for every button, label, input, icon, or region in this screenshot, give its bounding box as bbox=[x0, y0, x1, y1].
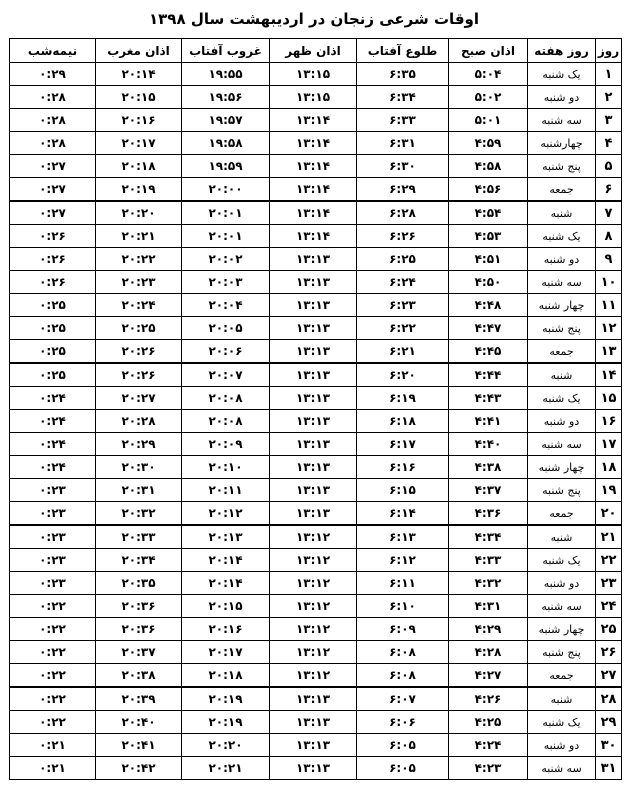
weekday-cell: چهارشنبه bbox=[528, 132, 596, 155]
maghrib-cell: ۲۰:۳۸ bbox=[96, 664, 182, 688]
day-cell: ۲۲ bbox=[596, 549, 622, 572]
day-cell: ۵ bbox=[596, 155, 622, 178]
fajr-cell: ۵:۰۲ bbox=[449, 86, 528, 109]
day-cell: ۲ bbox=[596, 86, 622, 109]
maghrib-cell: ۲۰:۳۱ bbox=[96, 479, 182, 502]
midnight-cell: ۰:۲۵ bbox=[10, 317, 96, 340]
sunset-cell: ۲۰:۱۳ bbox=[182, 525, 270, 549]
sunset-cell: ۲۰:۱۲ bbox=[182, 502, 270, 526]
sunset-cell: ۲۰:۱۶ bbox=[182, 618, 270, 641]
sunset-cell: ۲۰:۰۳ bbox=[182, 271, 270, 294]
table-row bbox=[10, 525, 622, 549]
day-cell: ۲۰ bbox=[596, 502, 622, 526]
day-cell: ۱۴ bbox=[596, 363, 622, 387]
sunrise-cell: ۶:۱۴ bbox=[357, 502, 449, 526]
sunrise-cell: ۶:۰۷ bbox=[357, 687, 449, 711]
midnight-cell: ۰:۲۸ bbox=[10, 132, 96, 155]
weekday-cell: دو شنبه bbox=[528, 734, 596, 757]
table-row bbox=[10, 387, 622, 410]
column-header-sunrise: طلوع آفتاب bbox=[357, 39, 449, 63]
midnight-cell: ۰:۲۶ bbox=[10, 225, 96, 248]
weekday-cell: پنج شنبه bbox=[528, 641, 596, 664]
maghrib-cell: ۲۰:۳۳ bbox=[96, 525, 182, 549]
fajr-cell: ۴:۵۱ bbox=[449, 248, 528, 271]
midnight-cell: ۰:۲۲ bbox=[10, 711, 96, 734]
sunset-cell: ۲۰:۱۹ bbox=[182, 711, 270, 734]
sunset-cell: ۲۰:۰۷ bbox=[182, 363, 270, 387]
dhuhr-cell: ۱۳:۱۳ bbox=[270, 410, 357, 433]
sunset-cell: ۲۰:۱۴ bbox=[182, 549, 270, 572]
sunrise-cell: ۶:۱۲ bbox=[357, 549, 449, 572]
midnight-cell: ۰:۲۴ bbox=[10, 456, 96, 479]
dhuhr-cell: ۱۳:۱۳ bbox=[270, 271, 357, 294]
maghrib-cell: ۲۰:۳۶ bbox=[96, 618, 182, 641]
sunrise-cell: ۶:۱۳ bbox=[357, 525, 449, 549]
fajr-cell: ۴:۲۸ bbox=[449, 641, 528, 664]
day-cell: ۴ bbox=[596, 132, 622, 155]
table-row bbox=[10, 201, 622, 225]
sunrise-cell: ۶:۳۱ bbox=[357, 132, 449, 155]
maghrib-cell: ۲۰:۱۷ bbox=[96, 132, 182, 155]
sunrise-cell: ۶:۲۰ bbox=[357, 363, 449, 387]
sunset-cell: ۲۰:۰۸ bbox=[182, 387, 270, 410]
sunset-cell: ۲۰:۱۵ bbox=[182, 595, 270, 618]
midnight-cell: ۰:۲۸ bbox=[10, 86, 96, 109]
table-row bbox=[10, 178, 622, 202]
dhuhr-cell: ۱۳:۱۴ bbox=[270, 178, 357, 202]
fajr-cell: ۴:۲۴ bbox=[449, 734, 528, 757]
midnight-cell: ۰:۲۱ bbox=[10, 757, 96, 780]
fajr-cell: ۴:۴۴ bbox=[449, 363, 528, 387]
maghrib-cell: ۲۰:۳۶ bbox=[96, 595, 182, 618]
table-row bbox=[10, 456, 622, 479]
column-header-maghrib: اذان مغرب bbox=[96, 39, 182, 63]
sunset-cell: ۲۰:۲۰ bbox=[182, 734, 270, 757]
weekday-cell: جمعه bbox=[528, 178, 596, 202]
weekday-cell: یک شنبه bbox=[528, 63, 596, 86]
day-cell: ۱۷ bbox=[596, 433, 622, 456]
sunrise-cell: ۶:۲۴ bbox=[357, 271, 449, 294]
sunset-cell: ۲۰:۱۷ bbox=[182, 641, 270, 664]
day-cell: ۱۳ bbox=[596, 340, 622, 364]
table-row bbox=[10, 109, 622, 132]
dhuhr-cell: ۱۳:۱۴ bbox=[270, 225, 357, 248]
sunrise-cell: ۶:۲۱ bbox=[357, 340, 449, 364]
fajr-cell: ۴:۴۰ bbox=[449, 433, 528, 456]
dhuhr-cell: ۱۳:۱۲ bbox=[270, 618, 357, 641]
dhuhr-cell: ۱۳:۱۴ bbox=[270, 155, 357, 178]
weekday-cell: شنبه bbox=[528, 363, 596, 387]
table-row bbox=[10, 572, 622, 595]
table-row bbox=[10, 132, 622, 155]
fajr-cell: ۵:۰۱ bbox=[449, 109, 528, 132]
weekday-cell: سه شنبه bbox=[528, 271, 596, 294]
sunrise-cell: ۶:۲۵ bbox=[357, 248, 449, 271]
weekday-cell: سه شنبه bbox=[528, 433, 596, 456]
table-row bbox=[10, 433, 622, 456]
fajr-cell: ۴:۴۵ bbox=[449, 340, 528, 364]
day-cell: ۳۰ bbox=[596, 734, 622, 757]
table-row bbox=[10, 248, 622, 271]
weekday-cell: جمعه bbox=[528, 340, 596, 364]
page-title: اوقات شرعی زنجان در اردیبهشت سال ۱۳۹۸ bbox=[149, 10, 479, 28]
table-row bbox=[10, 317, 622, 340]
table-row bbox=[10, 734, 622, 757]
fajr-cell: ۴:۴۷ bbox=[449, 317, 528, 340]
dhuhr-cell: ۱۳:۱۳ bbox=[270, 757, 357, 780]
table-body bbox=[10, 63, 622, 780]
sunset-cell: ۲۰:۰۰ bbox=[182, 178, 270, 202]
fajr-cell: ۴:۴۱ bbox=[449, 410, 528, 433]
sunrise-cell: ۶:۳۳ bbox=[357, 109, 449, 132]
day-cell: ۱۰ bbox=[596, 271, 622, 294]
weekday-cell: شنبه bbox=[528, 201, 596, 225]
maghrib-cell: ۲۰:۲۶ bbox=[96, 363, 182, 387]
table-row bbox=[10, 595, 622, 618]
fajr-cell: ۴:۲۶ bbox=[449, 687, 528, 711]
sunrise-cell: ۶:۱۱ bbox=[357, 572, 449, 595]
midnight-cell: ۰:۲۳ bbox=[10, 549, 96, 572]
midnight-cell: ۰:۲۱ bbox=[10, 734, 96, 757]
fajr-cell: ۴:۴۳ bbox=[449, 387, 528, 410]
weekday-cell: جمعه bbox=[528, 664, 596, 688]
maghrib-cell: ۲۰:۱۸ bbox=[96, 155, 182, 178]
fajr-cell: ۴:۳۳ bbox=[449, 549, 528, 572]
maghrib-cell: ۲۰:۳۵ bbox=[96, 572, 182, 595]
fajr-cell: ۴:۵۶ bbox=[449, 178, 528, 202]
day-cell: ۳ bbox=[596, 109, 622, 132]
dhuhr-cell: ۱۳:۱۳ bbox=[270, 363, 357, 387]
day-cell: ۲۹ bbox=[596, 711, 622, 734]
dhuhr-cell: ۱۳:۱۴ bbox=[270, 109, 357, 132]
dhuhr-cell: ۱۳:۱۳ bbox=[270, 387, 357, 410]
sunrise-cell: ۶:۰۹ bbox=[357, 618, 449, 641]
dhuhr-cell: ۱۳:۱۲ bbox=[270, 664, 357, 688]
fajr-cell: ۴:۳۸ bbox=[449, 456, 528, 479]
day-cell: ۲۱ bbox=[596, 525, 622, 549]
column-header-weekday: روز هفته bbox=[528, 39, 596, 63]
weekday-cell: چهار شنبه bbox=[528, 618, 596, 641]
sunset-cell: ۲۰:۰۲ bbox=[182, 248, 270, 271]
day-cell: ۲۴ bbox=[596, 595, 622, 618]
sunrise-cell: ۶:۱۵ bbox=[357, 479, 449, 502]
day-cell: ۹ bbox=[596, 248, 622, 271]
sunrise-cell: ۶:۰۸ bbox=[357, 664, 449, 688]
midnight-cell: ۰:۲۷ bbox=[10, 155, 96, 178]
sunrise-cell: ۶:۱۷ bbox=[357, 433, 449, 456]
day-cell: ۸ bbox=[596, 225, 622, 248]
fajr-cell: ۴:۵۳ bbox=[449, 225, 528, 248]
weekday-cell: دو شنبه bbox=[528, 410, 596, 433]
maghrib-cell: ۲۰:۱۵ bbox=[96, 86, 182, 109]
sunset-cell: ۲۰:۰۱ bbox=[182, 201, 270, 225]
midnight-cell: ۰:۲۶ bbox=[10, 248, 96, 271]
weekday-cell: سه شنبه bbox=[528, 109, 596, 132]
weekday-cell: دو شنبه bbox=[528, 572, 596, 595]
dhuhr-cell: ۱۳:۱۳ bbox=[270, 340, 357, 364]
column-header-midnight: نیمه‌شب bbox=[10, 39, 96, 63]
table-row bbox=[10, 618, 622, 641]
fajr-cell: ۴:۵۰ bbox=[449, 271, 528, 294]
weekday-cell: چهار شنبه bbox=[528, 456, 596, 479]
midnight-cell: ۰:۲۵ bbox=[10, 340, 96, 364]
maghrib-cell: ۲۰:۴۰ bbox=[96, 711, 182, 734]
fajr-cell: ۴:۲۹ bbox=[449, 618, 528, 641]
maghrib-cell: ۲۰:۲۴ bbox=[96, 294, 182, 317]
dhuhr-cell: ۱۳:۱۵ bbox=[270, 86, 357, 109]
sunrise-cell: ۶:۳۴ bbox=[357, 86, 449, 109]
table-row bbox=[10, 340, 622, 364]
maghrib-cell: ۲۰:۱۴ bbox=[96, 63, 182, 86]
dhuhr-cell: ۱۳:۱۳ bbox=[270, 711, 357, 734]
midnight-cell: ۰:۲۴ bbox=[10, 433, 96, 456]
dhuhr-cell: ۱۳:۱۳ bbox=[270, 687, 357, 711]
fajr-cell: ۴:۴۸ bbox=[449, 294, 528, 317]
sunset-cell: ۲۰:۱۰ bbox=[182, 456, 270, 479]
table-row bbox=[10, 363, 622, 387]
table-row bbox=[10, 711, 622, 734]
fajr-cell: ۴:۵۴ bbox=[449, 201, 528, 225]
table-row bbox=[10, 225, 622, 248]
table-row bbox=[10, 757, 622, 780]
table-row bbox=[10, 549, 622, 572]
table-row bbox=[10, 479, 622, 502]
maghrib-cell: ۲۰:۴۱ bbox=[96, 734, 182, 757]
day-cell: ۲۷ bbox=[596, 664, 622, 688]
dhuhr-cell: ۱۳:۱۳ bbox=[270, 502, 357, 526]
maghrib-cell: ۲۰:۲۸ bbox=[96, 410, 182, 433]
maghrib-cell: ۲۰:۲۱ bbox=[96, 225, 182, 248]
day-cell: ۲۶ bbox=[596, 641, 622, 664]
dhuhr-cell: ۱۳:۱۳ bbox=[270, 294, 357, 317]
sunrise-cell: ۶:۱۸ bbox=[357, 410, 449, 433]
sunrise-cell: ۶:۰۵ bbox=[357, 734, 449, 757]
sunrise-cell: ۶:۳۵ bbox=[357, 63, 449, 86]
day-cell: ۲۸ bbox=[596, 687, 622, 711]
sunset-cell: ۱۹:۵۸ bbox=[182, 132, 270, 155]
fajr-cell: ۴:۳۴ bbox=[449, 525, 528, 549]
weekday-cell: شنبه bbox=[528, 687, 596, 711]
maghrib-cell: ۲۰:۳۰ bbox=[96, 456, 182, 479]
maghrib-cell: ۲۰:۳۲ bbox=[96, 502, 182, 526]
sunrise-cell: ۶:۲۳ bbox=[357, 294, 449, 317]
day-cell: ۱۵ bbox=[596, 387, 622, 410]
midnight-cell: ۰:۲۶ bbox=[10, 271, 96, 294]
day-cell: ۲۳ bbox=[596, 572, 622, 595]
midnight-cell: ۰:۲۲ bbox=[10, 618, 96, 641]
maghrib-cell: ۲۰:۱۹ bbox=[96, 178, 182, 202]
table-row bbox=[10, 664, 622, 688]
maghrib-cell: ۲۰:۴۲ bbox=[96, 757, 182, 780]
table-row bbox=[10, 687, 622, 711]
midnight-cell: ۰:۲۲ bbox=[10, 687, 96, 711]
weekday-cell: یک شنبه bbox=[528, 387, 596, 410]
weekday-cell: پنج شنبه bbox=[528, 155, 596, 178]
maghrib-cell: ۲۰:۳۴ bbox=[96, 549, 182, 572]
maghrib-cell: ۲۰:۳۹ bbox=[96, 687, 182, 711]
sunset-cell: ۱۹:۵۵ bbox=[182, 63, 270, 86]
fajr-cell: ۴:۳۱ bbox=[449, 595, 528, 618]
weekday-cell: دو شنبه bbox=[528, 86, 596, 109]
sunrise-cell: ۶:۰۸ bbox=[357, 641, 449, 664]
midnight-cell: ۰:۲۵ bbox=[10, 294, 96, 317]
table-row bbox=[10, 410, 622, 433]
sunset-cell: ۱۹:۵۹ bbox=[182, 155, 270, 178]
sunset-cell: ۱۹:۵۷ bbox=[182, 109, 270, 132]
midnight-cell: ۰:۲۴ bbox=[10, 387, 96, 410]
sunrise-cell: ۶:۰۶ bbox=[357, 711, 449, 734]
maghrib-cell: ۲۰:۲۵ bbox=[96, 317, 182, 340]
weekday-cell: پنج شنبه bbox=[528, 317, 596, 340]
weekday-cell: یک شنبه bbox=[528, 711, 596, 734]
midnight-cell: ۰:۲۳ bbox=[10, 572, 96, 595]
weekday-cell: یک شنبه bbox=[528, 225, 596, 248]
midnight-cell: ۰:۲۳ bbox=[10, 502, 96, 526]
weekday-cell: پنج شنبه bbox=[528, 479, 596, 502]
column-header-fajr: اذان صبح bbox=[449, 39, 528, 63]
day-cell: ۳۱ bbox=[596, 757, 622, 780]
dhuhr-cell: ۱۳:۱۳ bbox=[270, 479, 357, 502]
table-header-row bbox=[10, 39, 622, 63]
dhuhr-cell: ۱۳:۱۳ bbox=[270, 433, 357, 456]
sunrise-cell: ۶:۲۲ bbox=[357, 317, 449, 340]
sunset-cell: ۲۰:۰۹ bbox=[182, 433, 270, 456]
maghrib-cell: ۲۰:۲۶ bbox=[96, 340, 182, 364]
column-header-dhuhr: اذان ظهر bbox=[270, 39, 357, 63]
midnight-cell: ۰:۲۲ bbox=[10, 595, 96, 618]
dhuhr-cell: ۱۳:۱۳ bbox=[270, 734, 357, 757]
day-cell: ۱۸ bbox=[596, 456, 622, 479]
dhuhr-cell: ۱۳:۱۲ bbox=[270, 641, 357, 664]
fajr-cell: ۵:۰۴ bbox=[449, 63, 528, 86]
table-row bbox=[10, 271, 622, 294]
dhuhr-cell: ۱۳:۱۳ bbox=[270, 248, 357, 271]
midnight-cell: ۰:۲۲ bbox=[10, 641, 96, 664]
fajr-cell: ۴:۲۷ bbox=[449, 664, 528, 688]
table-row bbox=[10, 641, 622, 664]
sunset-cell: ۲۰:۱۸ bbox=[182, 664, 270, 688]
table-row bbox=[10, 502, 622, 526]
maghrib-cell: ۲۰:۲۳ bbox=[96, 271, 182, 294]
sunrise-cell: ۶:۲۶ bbox=[357, 225, 449, 248]
dhuhr-cell: ۱۳:۱۵ bbox=[270, 63, 357, 86]
day-cell: ۲۵ bbox=[596, 618, 622, 641]
sunset-cell: ۲۰:۱۱ bbox=[182, 479, 270, 502]
midnight-cell: ۰:۲۲ bbox=[10, 664, 96, 688]
maghrib-cell: ۲۰:۲۷ bbox=[96, 387, 182, 410]
sunrise-cell: ۶:۱۹ bbox=[357, 387, 449, 410]
day-cell: ۱۹ bbox=[596, 479, 622, 502]
weekday-cell: چهار شنبه bbox=[528, 294, 596, 317]
maghrib-cell: ۲۰:۲۹ bbox=[96, 433, 182, 456]
day-cell: ۱۲ bbox=[596, 317, 622, 340]
sunrise-cell: ۶:۱۶ bbox=[357, 456, 449, 479]
weekday-cell: سه شنبه bbox=[528, 595, 596, 618]
dhuhr-cell: ۱۳:۱۲ bbox=[270, 525, 357, 549]
weekday-cell: سه شنبه bbox=[528, 757, 596, 780]
dhuhr-cell: ۱۳:۱۲ bbox=[270, 595, 357, 618]
sunset-cell: ۲۰:۰۵ bbox=[182, 317, 270, 340]
sunrise-cell: ۶:۰۵ bbox=[357, 757, 449, 780]
sunset-cell: ۲۰:۱۴ bbox=[182, 572, 270, 595]
sunrise-cell: ۶:۳۰ bbox=[357, 155, 449, 178]
prayer-times-table bbox=[9, 38, 622, 780]
maghrib-cell: ۲۰:۲۰ bbox=[96, 201, 182, 225]
day-cell: ۱۶ bbox=[596, 410, 622, 433]
weekday-cell: جمعه bbox=[528, 502, 596, 526]
sunrise-cell: ۶:۱۰ bbox=[357, 595, 449, 618]
fajr-cell: ۴:۵۹ bbox=[449, 132, 528, 155]
fajr-cell: ۴:۳۷ bbox=[449, 479, 528, 502]
maghrib-cell: ۲۰:۱۶ bbox=[96, 109, 182, 132]
weekday-cell: شنبه bbox=[528, 525, 596, 549]
midnight-cell: ۰:۲۸ bbox=[10, 109, 96, 132]
fajr-cell: ۴:۲۵ bbox=[449, 711, 528, 734]
weekday-cell: یک شنبه bbox=[528, 549, 596, 572]
sunset-cell: ۲۰:۱۹ bbox=[182, 687, 270, 711]
midnight-cell: ۰:۲۳ bbox=[10, 479, 96, 502]
day-cell: ۱ bbox=[596, 63, 622, 86]
dhuhr-cell: ۱۳:۱۳ bbox=[270, 456, 357, 479]
midnight-cell: ۰:۲۵ bbox=[10, 363, 96, 387]
sunset-cell: ۲۰:۰۶ bbox=[182, 340, 270, 364]
dhuhr-cell: ۱۳:۱۴ bbox=[270, 132, 357, 155]
fajr-cell: ۴:۵۸ bbox=[449, 155, 528, 178]
table-row bbox=[10, 294, 622, 317]
sunset-cell: ۲۰:۲۱ bbox=[182, 757, 270, 780]
day-cell: ۷ bbox=[596, 201, 622, 225]
sunset-cell: ۲۰:۰۴ bbox=[182, 294, 270, 317]
fajr-cell: ۴:۳۲ bbox=[449, 572, 528, 595]
column-header-sunset: غروب آفتاب bbox=[182, 39, 270, 63]
dhuhr-cell: ۱۳:۱۴ bbox=[270, 201, 357, 225]
table-row bbox=[10, 155, 622, 178]
midnight-cell: ۰:۲۷ bbox=[10, 201, 96, 225]
midnight-cell: ۰:۲۳ bbox=[10, 525, 96, 549]
sunset-cell: ۲۰:۰۱ bbox=[182, 225, 270, 248]
midnight-cell: ۰:۲۷ bbox=[10, 178, 96, 202]
maghrib-cell: ۲۰:۳۷ bbox=[96, 641, 182, 664]
column-header-day: روز bbox=[596, 39, 622, 63]
maghrib-cell: ۲۰:۲۲ bbox=[96, 248, 182, 271]
dhuhr-cell: ۱۳:۱۲ bbox=[270, 572, 357, 595]
table-row bbox=[10, 63, 622, 86]
day-cell: ۶ bbox=[596, 178, 622, 202]
table-row bbox=[10, 86, 622, 109]
day-cell: ۱۱ bbox=[596, 294, 622, 317]
midnight-cell: ۰:۲۹ bbox=[10, 63, 96, 86]
fajr-cell: ۴:۳۶ bbox=[449, 502, 528, 526]
weekday-cell: دو شنبه bbox=[528, 248, 596, 271]
sunrise-cell: ۶:۲۹ bbox=[357, 178, 449, 202]
fajr-cell: ۴:۲۳ bbox=[449, 757, 528, 780]
dhuhr-cell: ۱۳:۱۳ bbox=[270, 317, 357, 340]
sunset-cell: ۱۹:۵۶ bbox=[182, 86, 270, 109]
sunrise-cell: ۶:۲۸ bbox=[357, 201, 449, 225]
sunset-cell: ۲۰:۰۸ bbox=[182, 410, 270, 433]
dhuhr-cell: ۱۳:۱۲ bbox=[270, 549, 357, 572]
midnight-cell: ۰:۲۴ bbox=[10, 410, 96, 433]
